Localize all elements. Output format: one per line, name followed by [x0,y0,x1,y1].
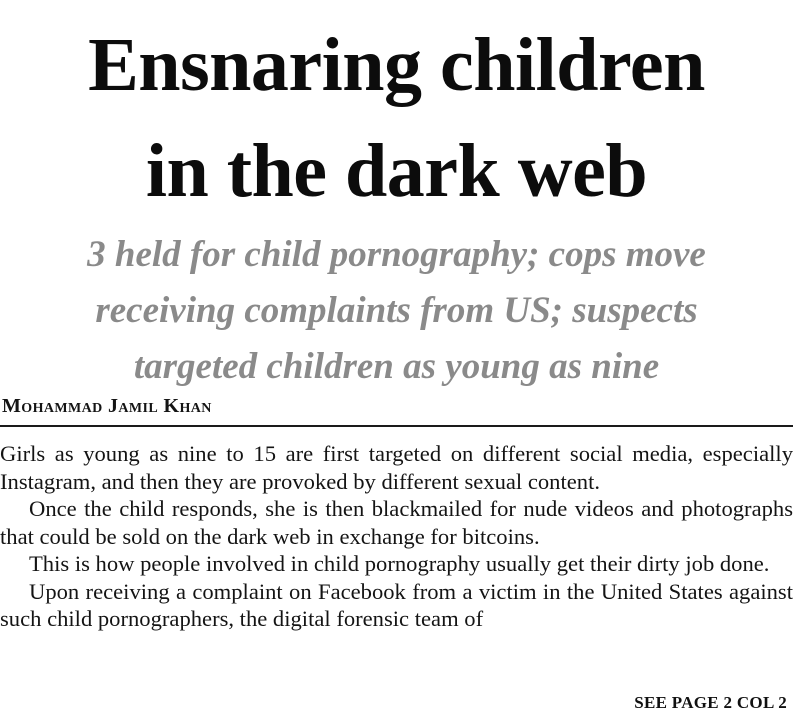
article-body [0,440,793,633]
headline-line-1: Ensnaring children [88,23,705,107]
continuation-jump-line: SEE PAGE 2 COL 2 [634,693,787,712]
body-paragraph-2: Once the child responds, she is then blackmailed for nude videos and photographs that could be sold on the dark web in exchange for bitcoins. [0,496,793,549]
subheadline [0,227,793,395]
byline: Mohammad Jamil Khan [2,395,212,417]
headline-line-2: in the dark web [145,129,648,213]
body-paragraph-1: Girls as young as nine to 15 are first targeted on different social media, especially Instagram, and then they are provoked by different sexual content. [0,441,793,494]
body-paragraph-3: This is how people involved in child pornography usually get their dirty job done. [29,551,770,576]
subheadline-line-3: targeted children as young as nine [133,346,660,387]
headline [0,0,793,224]
byline-divider [0,425,793,427]
subheadline-line-2: receiving complaints from US; suspects [95,290,698,331]
body-paragraph-4: Upon receiving a complaint on Facebook from a victim in the United States against such child pornographers, the digital forensic team of [0,578,793,631]
subheadline-line-1: 3 held for child pornography; cops move [87,234,706,275]
